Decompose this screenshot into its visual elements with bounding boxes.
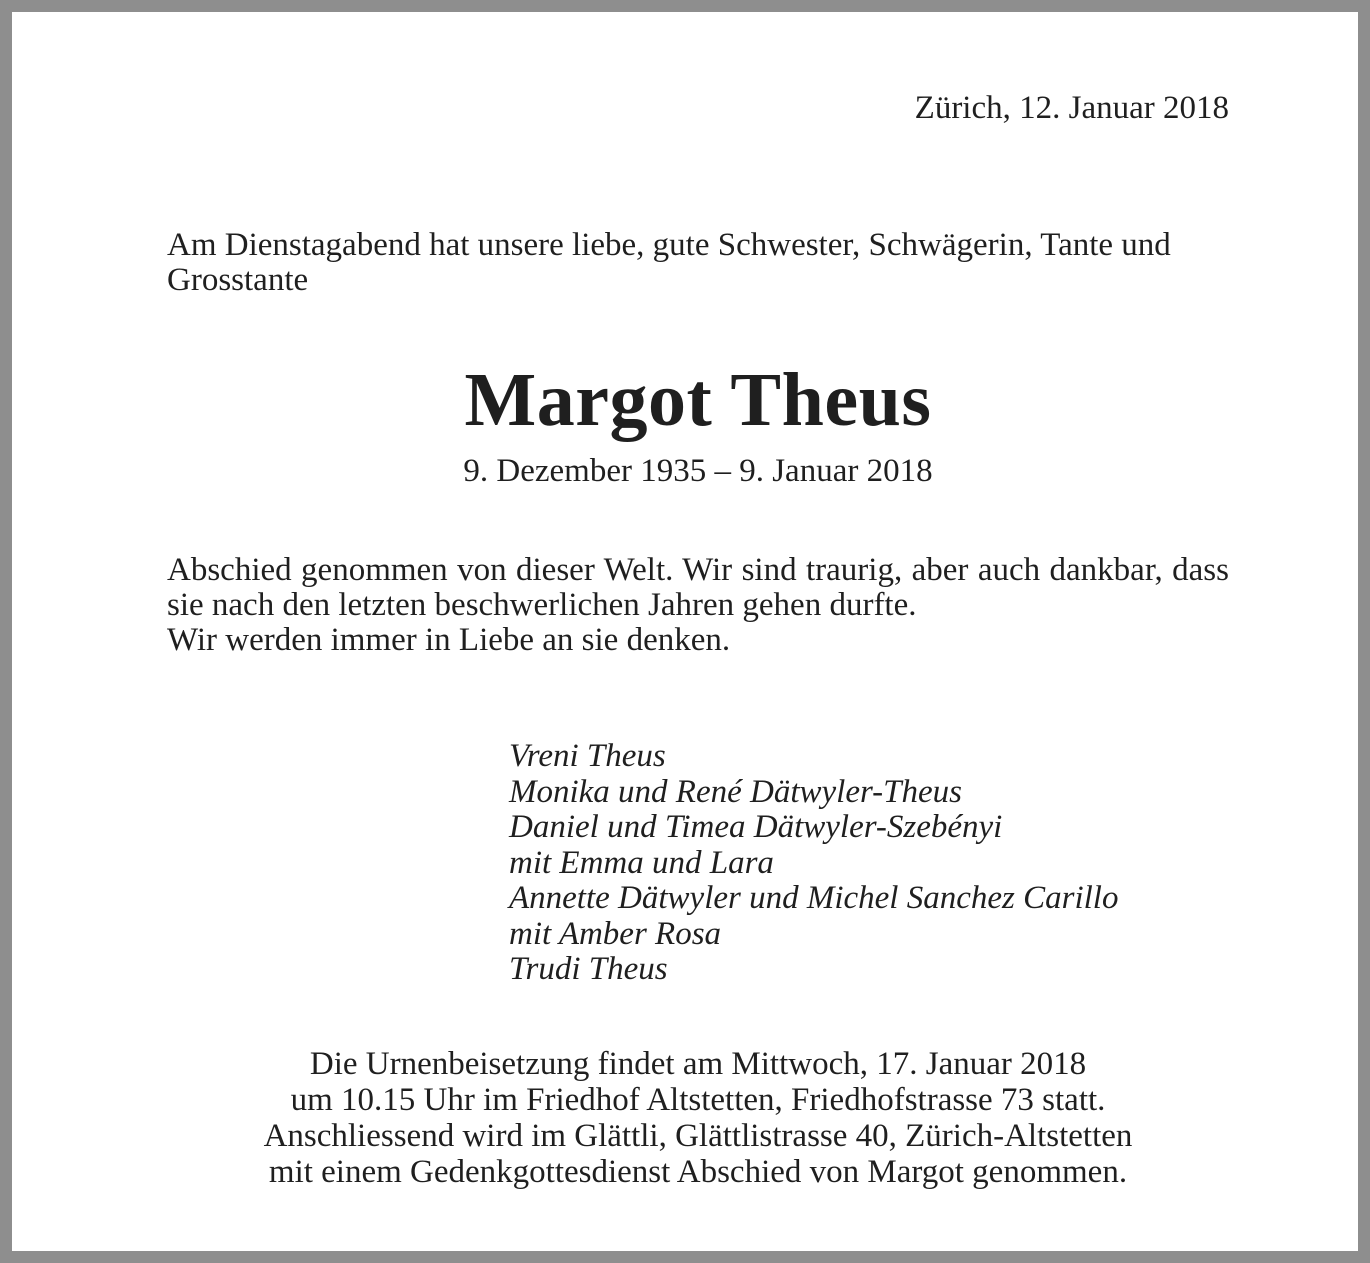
signatory-line: mit Amber Rosa bbox=[509, 915, 722, 952]
life-dates: 9. Dezember 1935 – 9. Januar 2018 bbox=[463, 453, 933, 489]
signatory-line: Vreni Theus bbox=[509, 738, 666, 774]
intro-text: Am Dienstagabend hat unsere liebe, gute Schwester, Schwägerin, Tante und Grosstante bbox=[167, 227, 1171, 298]
ceremony-line: Die Urnenbeisetzung findet am Mittwoch, 17. Januar 2018 bbox=[309, 1046, 1087, 1082]
signatory-line: Daniel und Timea Dätwyler-Szebényi bbox=[509, 809, 1003, 845]
ceremony-info bbox=[152, 1046, 1244, 1190]
farewell-message bbox=[167, 553, 1229, 658]
signatory-line: Monika und René Dätwyler-Theus bbox=[509, 773, 962, 810]
place-and-date: Zürich, 12. Januar 2018 bbox=[914, 90, 1229, 126]
farewell-paragraph: Abschied genommen von dieser Welt. Wir sind traurig, aber auch dankbar, dass sie nach den letzten beschwerlichen Jahren gehen durfte. bbox=[167, 552, 1229, 623]
farewell-closing: Wir werden immer in Liebe an sie denken. bbox=[167, 622, 731, 658]
signatories-list bbox=[509, 739, 1239, 988]
ceremony-line: um 10.15 Uhr im Friedhof Altstetten, Friedhofstrasse 73 statt. bbox=[290, 1082, 1106, 1118]
ceremony-line: mit einem Gedenkgottesdienst Abschied von Margot genommen. bbox=[268, 1154, 1128, 1190]
signatory-line: Trudi Theus bbox=[509, 951, 668, 987]
deceased-name: Margot Theus bbox=[464, 358, 932, 442]
ceremony-line: Anschliessend wird im Glättli, Glättlistrasse 40, Zürich-Altstetten bbox=[263, 1118, 1133, 1154]
signatory-line: Annette Dätwyler und Michel Sanchez Carillo bbox=[509, 880, 1119, 916]
signatory-line: mit Emma und Lara bbox=[509, 844, 774, 881]
